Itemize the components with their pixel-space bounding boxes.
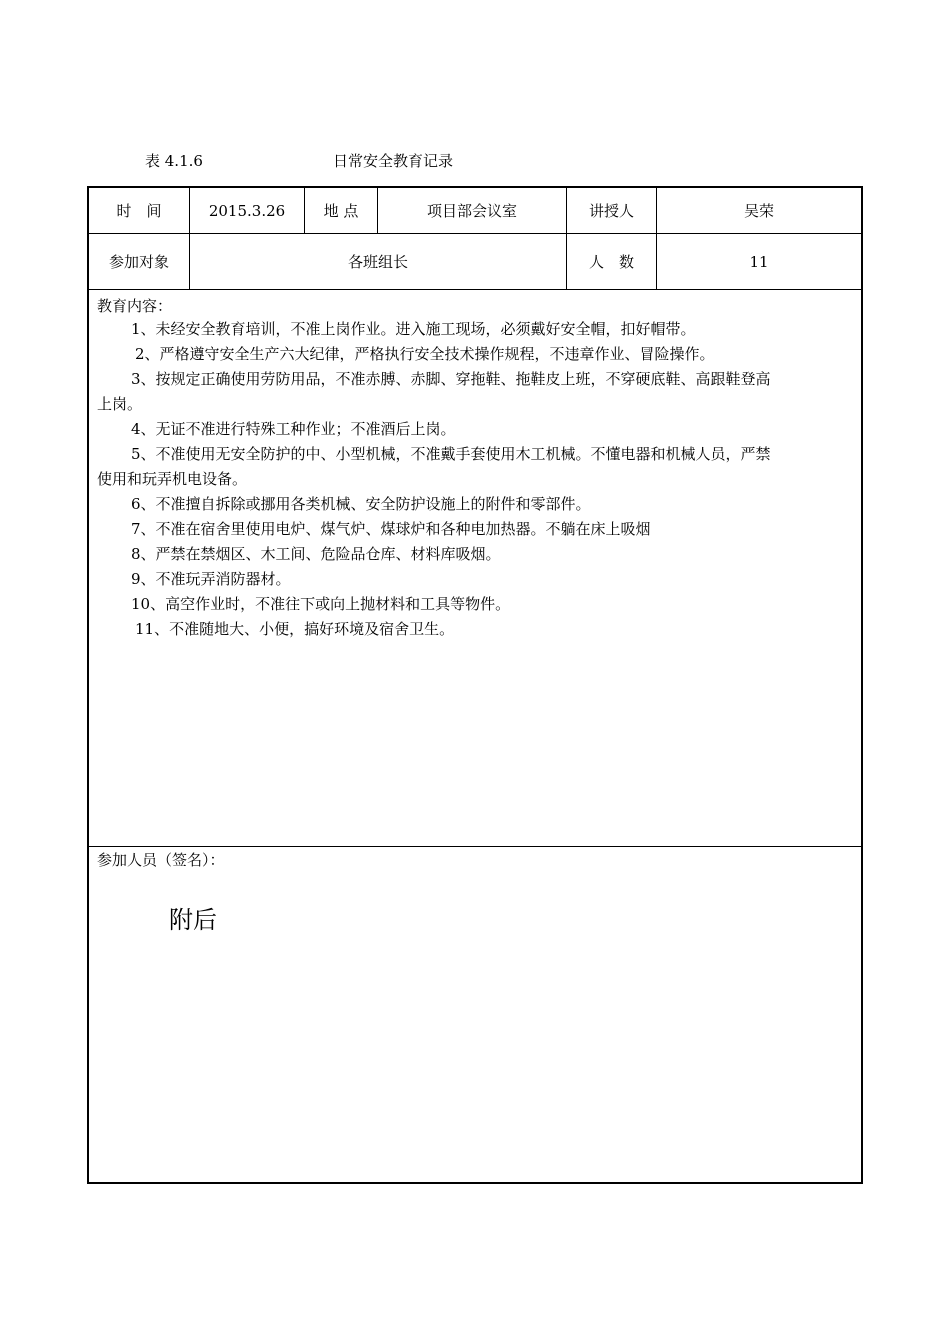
list-item: 2、严格遵守安全生产六大纪律，严格执行安全技术操作规程，不违章作业、冒险操作。 [135, 345, 715, 363]
lecturer-label: 讲授人 [588, 202, 634, 220]
list-item: 10、高空作业时，不准往下或向上抛材料和工具等物件。 [131, 595, 511, 613]
list-item: 5、不准使用无安全防护的中、小型机械，不准戴手套使用木工机械。不懂电器和机械人员，严禁 使用和玩弄机电设备。 [97, 445, 771, 488]
list-item: 11、不准随地大、小便，搞好环境及宿舍卫生。 [135, 620, 455, 638]
lecturer-value: 吴荣 [743, 202, 774, 220]
place-value: 项目部会议室 [426, 202, 517, 220]
list-item: 9、不准玩弄消防器材。 [131, 570, 291, 588]
table-caption-label: 表 4.1.6 [145, 152, 203, 170]
signature-note: 附后 [169, 906, 217, 934]
list-item: 7、不准在宿舍里使用电炉、煤气炉、煤球炉和各种电加热器。不躺在床上吸烟 [131, 520, 651, 538]
list-item: 1、未经安全教育培训，不准上岗作业。进入施工现场，必须戴好安全帽，扣好帽带。 [131, 320, 696, 338]
education-content [89, 290, 861, 846]
participants-value: 各班组长 [347, 253, 408, 271]
content-label: 教育内容： [97, 297, 173, 315]
signature-label: 参加人员（签名）： [97, 851, 225, 869]
list-item: 3、按规定正确使用劳防用品，不准赤膊、赤脚、穿拖鞋、拖鞋皮上班，不穿硬底鞋、高跟鞋登高 上岗。 [97, 370, 771, 413]
list-item: 8、严禁在禁烟区、木工间、危险品仓库、材料库吸烟。 [131, 545, 501, 563]
time-value: 2015.3.26 [208, 201, 286, 220]
time-label: 时 间 [116, 202, 162, 220]
count-value: 11 [749, 252, 769, 271]
list-item: 4、无证不准进行特殊工种作业；不准酒后上岗。 [131, 420, 456, 438]
place-label: 地 点 [323, 202, 359, 220]
count-label: 人 数 [588, 253, 634, 271]
education-record-table [87, 186, 863, 1184]
list-item: 6、不准擅自拆除或挪用各类机械、安全防护设施上的附件和零部件。 [131, 495, 591, 513]
table-caption-title: 日常安全教育记录 [333, 152, 454, 170]
participants-label: 参加对象 [108, 253, 169, 271]
signature-section [89, 847, 861, 1182]
